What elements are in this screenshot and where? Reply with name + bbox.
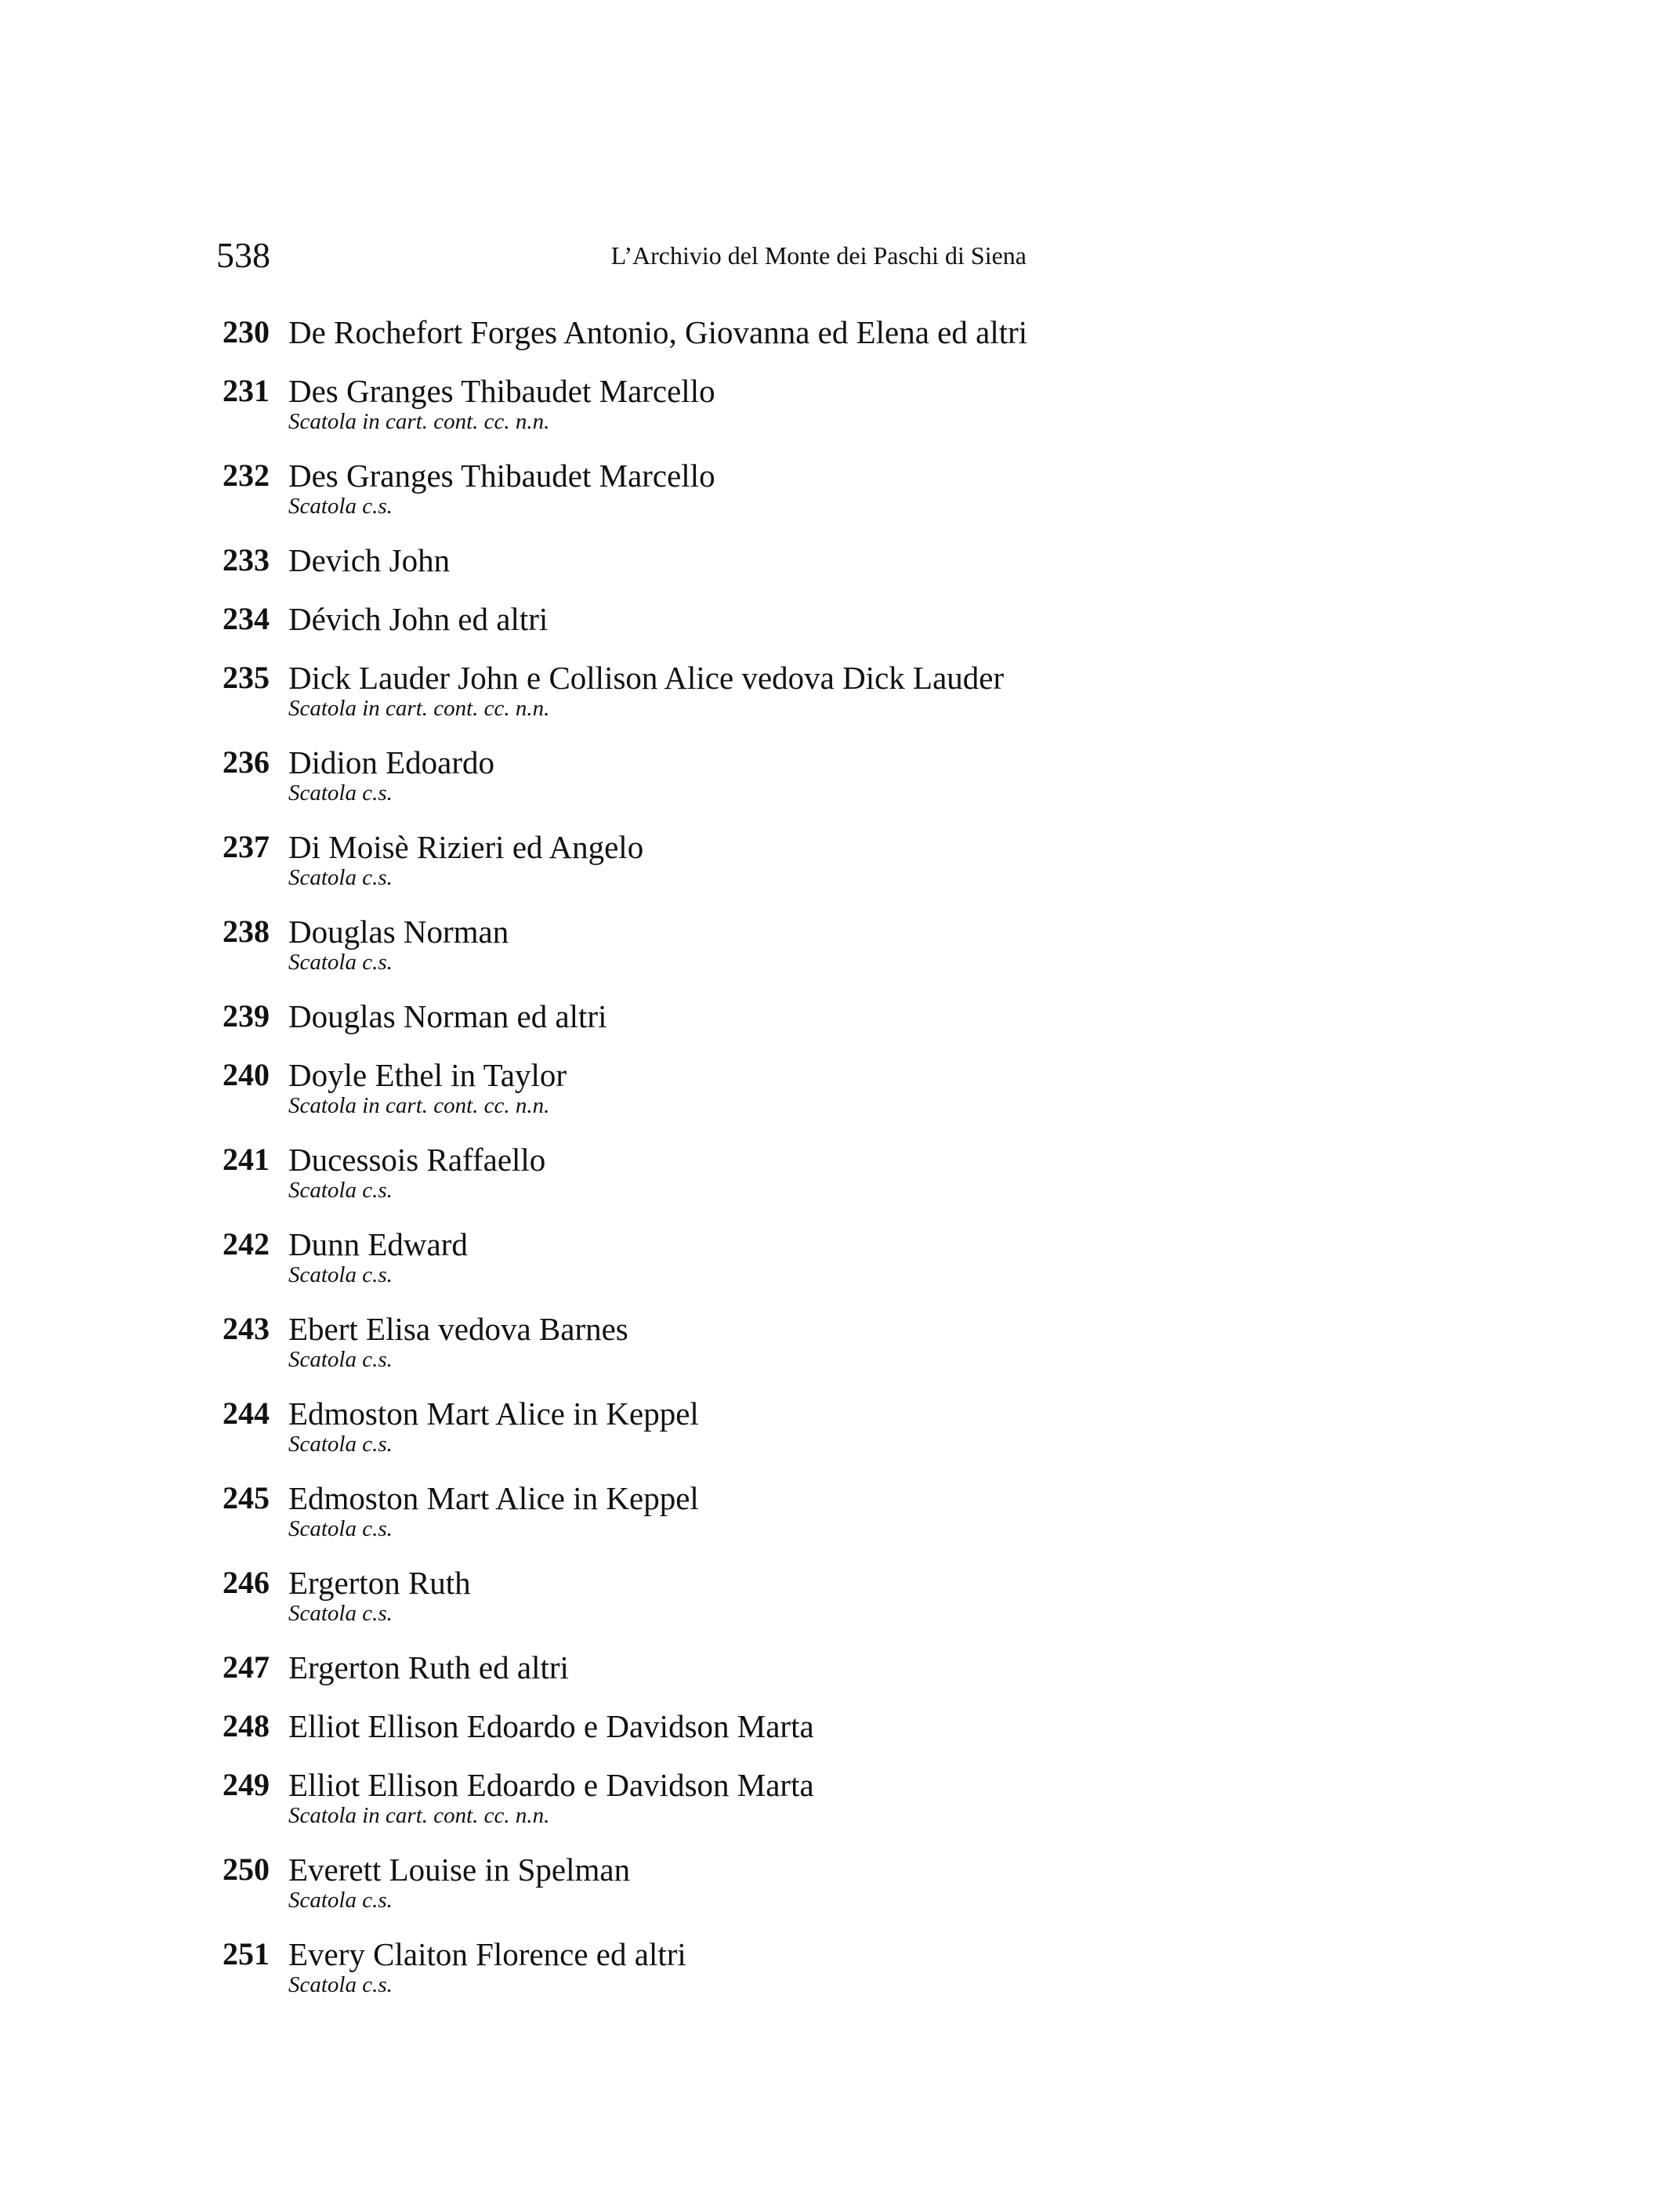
entry-note: Scatola c.s.	[288, 1516, 393, 1541]
list-item	[216, 312, 1235, 371]
entry-title: Edmoston Mart Alice in Keppel	[288, 1396, 699, 1432]
list-item	[216, 996, 1235, 1055]
list-item	[216, 1647, 1235, 1706]
entry-title: Edmoston Mart Alice in Keppel	[288, 1480, 699, 1516]
entry-note: Scatola c.s.	[288, 1972, 393, 1997]
list-item	[216, 827, 1235, 911]
entry-note: Scatola c.s.	[288, 950, 393, 975]
entry-number: 240	[223, 1057, 270, 1092]
list-item	[216, 1055, 1235, 1139]
entry-title: Ducessois Raffaello	[288, 1142, 546, 1178]
entry-note: Scatola c.s.	[288, 865, 393, 890]
entry-number: 234	[223, 601, 270, 636]
entry-number: 238	[223, 914, 270, 949]
entry-number: 233	[223, 542, 270, 577]
list-item	[216, 1478, 1235, 1562]
entry-title: Didion Edoardo	[288, 744, 495, 780]
list-item	[216, 1562, 1235, 1647]
running-title: L’Archivio del Monte dei Paschi di Siena	[610, 241, 1026, 270]
entry-title: Devich John	[288, 542, 451, 578]
entry-note: Scatola in cart. cont. cc. n.n.	[288, 409, 550, 434]
entry-note: Scatola c.s.	[288, 1262, 393, 1287]
entry-number: 243	[223, 1311, 270, 1346]
entry-note: Scatola c.s.	[288, 1432, 393, 1457]
list-item	[216, 1309, 1235, 1393]
entry-number: 248	[223, 1708, 270, 1743]
entry-number: 232	[223, 458, 270, 493]
entry-note: Scatola c.s.	[288, 1347, 393, 1372]
entry-number: 231	[223, 373, 270, 408]
entry-title: Douglas Norman	[288, 914, 509, 950]
entry-number: 247	[223, 1649, 270, 1685]
entry-number: 244	[223, 1396, 270, 1431]
entry-number: 249	[223, 1767, 270, 1802]
list-item	[216, 455, 1235, 540]
entry-note: Scatola in cart. cont. cc. n.n.	[288, 1803, 550, 1828]
entry-title: De Rochefort Forges Antonio, Giovanna ed Elena ed altri	[288, 314, 1028, 350]
entry-title: Elliot Ellison Edoardo e Davidson Marta	[288, 1767, 814, 1803]
entry-note: Scatola c.s.	[288, 1178, 393, 1203]
list-item	[216, 742, 1235, 827]
entry-title: Des Granges Thibaudet Marcello	[288, 458, 715, 494]
entry-title: Dévich John ed altri	[288, 601, 549, 637]
list-item	[216, 911, 1235, 996]
list-item	[216, 1224, 1235, 1309]
entry-note: Scatola c.s.	[288, 780, 393, 806]
entry-title: Douglas Norman ed altri	[288, 998, 607, 1034]
list-item	[216, 1393, 1235, 1478]
entry-number: 237	[223, 829, 270, 864]
entry-number: 235	[223, 660, 270, 695]
list-item	[216, 540, 1235, 599]
list-item	[216, 1765, 1235, 1849]
entry-title: Ebert Elisa vedova Barnes	[288, 1311, 628, 1347]
entry-note: Scatola c.s.	[288, 494, 393, 519]
entry-title: Di Moisè Rizieri ed Angelo	[288, 829, 644, 865]
entry-title: Ergerton Ruth	[288, 1565, 471, 1601]
entry-title: Doyle Ethel in Taylor	[288, 1057, 567, 1093]
page-header	[216, 232, 1026, 279]
list-item	[216, 657, 1235, 742]
list-item	[216, 1934, 1235, 2018]
entry-title: Ergerton Ruth ed altri	[288, 1649, 569, 1685]
list-item	[216, 371, 1235, 455]
page-number: 538	[216, 235, 270, 275]
entry-title: Dick Lauder John e Collison Alice vedova Dick Lauder	[288, 660, 1005, 696]
entry-note: Scatola in cart. cont. cc. n.n.	[288, 1093, 550, 1118]
entry-number: 245	[223, 1480, 270, 1515]
entry-number: 251	[223, 1936, 270, 1971]
inventory-list	[216, 312, 1235, 2018]
entry-title: Everett Louise in Spelman	[288, 1852, 631, 1888]
list-item	[216, 1849, 1235, 1934]
entry-number: 250	[223, 1852, 270, 1887]
entry-title: Elliot Ellison Edoardo e Davidson Marta	[288, 1708, 814, 1744]
list-item	[216, 599, 1235, 657]
entry-title: Dunn Edward	[288, 1226, 468, 1262]
entry-number: 239	[223, 998, 270, 1034]
entry-note: Scatola in cart. cont. cc. n.n.	[288, 696, 550, 721]
list-item	[216, 1706, 1235, 1765]
entry-number: 246	[223, 1565, 270, 1600]
list-item	[216, 1139, 1235, 1224]
entry-number: 230	[223, 314, 270, 349]
entry-number: 242	[223, 1226, 270, 1262]
entry-number: 241	[223, 1142, 270, 1177]
entry-title: Des Granges Thibaudet Marcello	[288, 373, 715, 409]
entry-note: Scatola c.s.	[288, 1601, 393, 1626]
entry-note: Scatola c.s.	[288, 1888, 393, 1913]
entry-number: 236	[223, 744, 270, 780]
entry-title: Every Claiton Florence ed altri	[288, 1936, 686, 1972]
